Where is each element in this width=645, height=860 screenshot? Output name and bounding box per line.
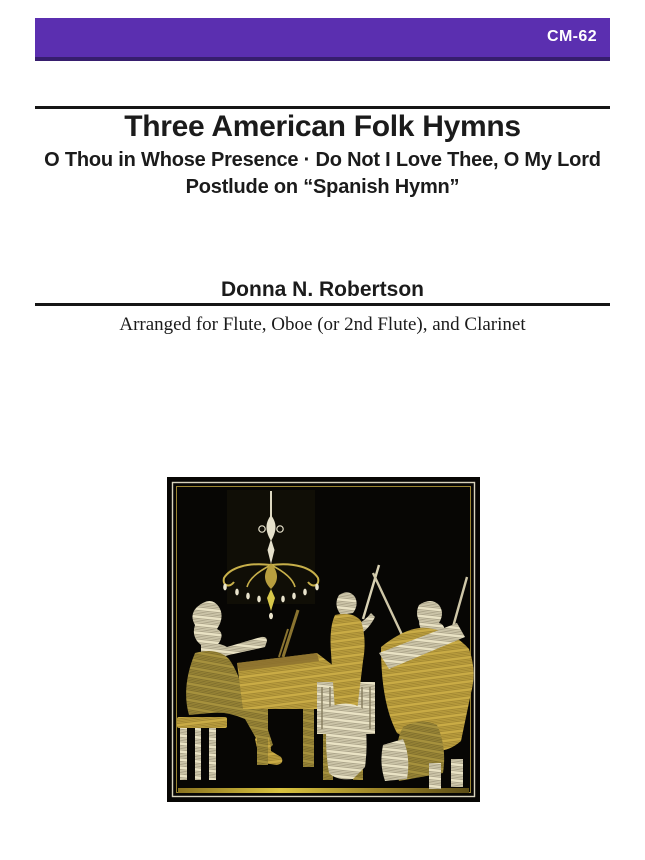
- catalog-number: CM-62: [546, 28, 597, 45]
- chandelier-illustration: [223, 490, 319, 619]
- cover-art-illustration: [167, 477, 480, 802]
- composer-rule: [35, 303, 610, 306]
- composer-name: Donna N. Robertson: [221, 278, 424, 301]
- subtitle-postlude: Postlude on “Spanish Hymn”: [185, 176, 460, 198]
- catalog-band: [35, 18, 610, 61]
- page-title: Three American Folk Hymns: [124, 110, 521, 143]
- subtitle-hymn-names: O Thou in Whose Presence · Do Not I Love Thee, O My Lord: [44, 149, 601, 171]
- instrumentation-line: Arranged for Flute, Oboe (or 2nd Flute), and Clarinet: [119, 314, 526, 335]
- cover-art: [167, 477, 480, 802]
- top-rule: [35, 106, 610, 109]
